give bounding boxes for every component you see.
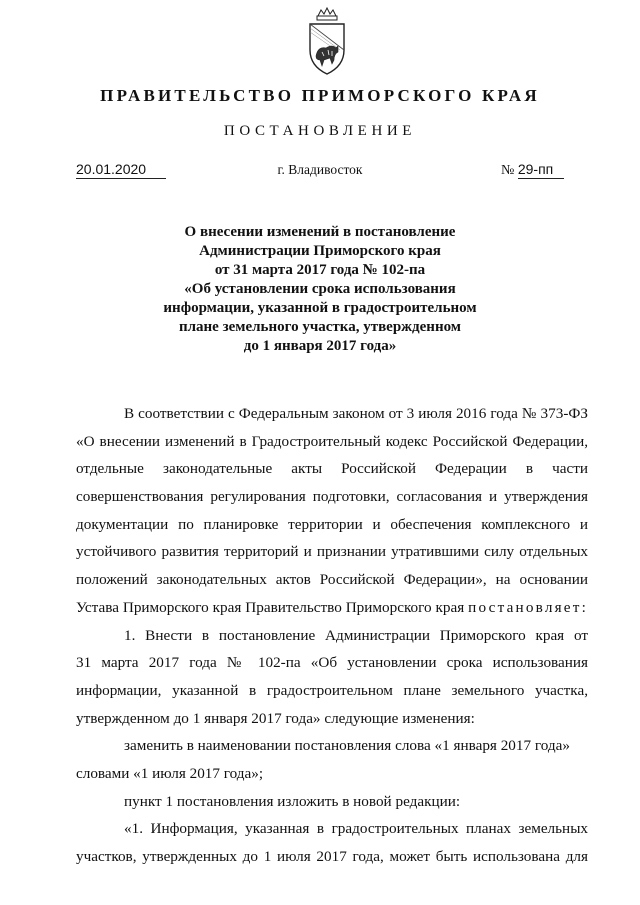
body-line: пункт 1 постановления изложить в новой редакции:: [124, 792, 461, 810]
document-city: г. Владивосток: [277, 162, 363, 177]
body-line: В соответствии с Федеральным законом от 3 июля 2016 года № 373-ФЗ: [124, 405, 588, 422]
number-sign: №: [501, 163, 515, 178]
document-number: [501, 161, 573, 179]
primorsky-krai-coat-of-arms-icon: [304, 6, 350, 78]
body-line: утвержденном до 1 января 2017 года» следующие изменения:: [76, 709, 475, 727]
subject-line: от 31 марта 2017 года № 102-па: [214, 262, 426, 278]
body-line: совершенствования регулирования подготовки, согласования и утверждения: [76, 488, 588, 506]
document-subject: [150, 223, 490, 356]
body-line: 1. Внести в постановление Администрации Приморского края от: [124, 626, 588, 644]
subject-line: плане земельного участка, утвержденном: [178, 319, 462, 335]
body-line: [76, 594, 588, 622]
subject-line: информации, указанной в градостроительном: [163, 300, 477, 316]
subject-line: О внесении изменений в постановление: [184, 224, 456, 240]
government-title: ПРАВИТЕЛЬСТВО ПРИМОРСКОГО КРАЯ: [100, 86, 540, 105]
document-date: 20.01.2020: [76, 161, 166, 179]
subject-line: до 1 января 2017 года»: [243, 338, 397, 354]
body-line: отдельные законодательные акты Российской Федерации в части: [76, 460, 588, 478]
subject-line: «Об установлении срока использования: [184, 281, 456, 297]
document-meta-row: [0, 161, 640, 183]
subject-line: Администрации Приморского края: [199, 243, 441, 259]
body-line: документации по планировке территории и обеспечения комплексного и: [76, 515, 588, 533]
body-line: информации, указанной в градостроительном плане земельного участка,: [76, 681, 588, 699]
body-line: 31 марта 2017 года № 102-па «Об установлении срока использования: [76, 654, 588, 672]
body-line: «1. Информация, указанная в градостроительных планах земельных: [124, 820, 588, 838]
body-line-text: Устава Приморского края Правительство Приморского края: [76, 598, 465, 616]
document-body: [76, 400, 588, 871]
body-line: словами «1 июля 2017 года»;: [76, 764, 264, 782]
number-value: 29-пп: [518, 161, 564, 179]
body-line: «О внесении изменений в Градостроительный кодекс Российской Федерации,: [76, 432, 588, 450]
document-type: ПОСТАНОВЛЕНИЕ: [223, 123, 417, 139]
body-line: заменить в наименовании постановления слова «1 января 2017 года»: [124, 737, 570, 755]
body-line: устойчивого развития территорий и признании утратившими силу отдельных: [76, 543, 588, 561]
resolves-word: постановляет:: [468, 598, 588, 616]
body-line: положений законодательных актов Российской Федерации», на основании: [76, 571, 588, 589]
body-line: участков, утвержденных до 1 июля 2017 года, может быть использована для: [76, 848, 588, 865]
